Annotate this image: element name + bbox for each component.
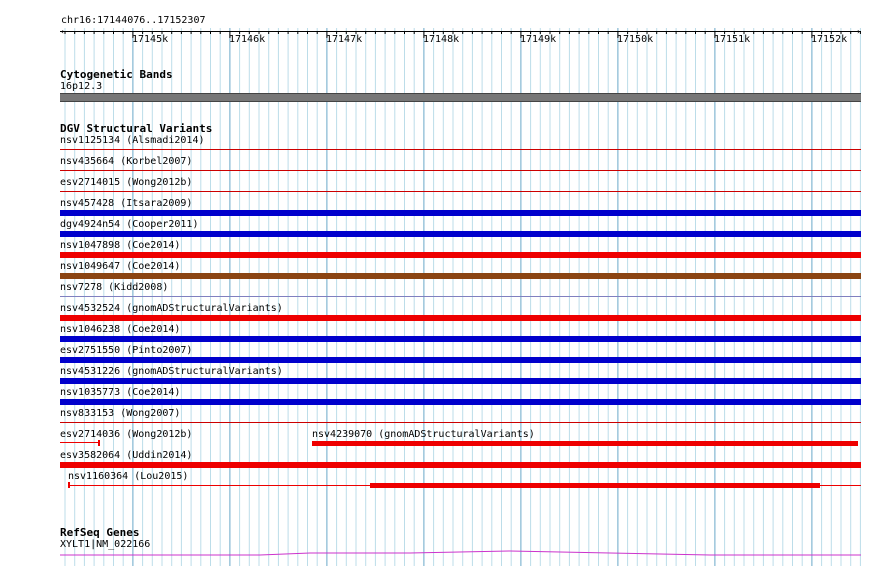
variant-bar[interactable] (60, 149, 861, 150)
variant-label[interactable]: nsv7278 (Kidd2008) (60, 282, 169, 293)
ruler-right-arrow-icon: › (856, 27, 861, 36)
variant-bar[interactable] (60, 252, 861, 258)
variant-label[interactable]: esv3582064 (Uddin2014) (60, 450, 193, 461)
variant-label[interactable]: nsv4531226 (gnomADStructuralVariants) (60, 366, 283, 377)
variant-bar[interactable] (60, 315, 861, 321)
ruler-left-arrow-icon: ‹ (60, 27, 65, 36)
variant-bar[interactable] (60, 442, 100, 443)
variant-bar[interactable] (60, 296, 861, 297)
variant-label[interactable]: esv2751550 (Pinto2007) (60, 345, 193, 356)
ruler-tick-label: 17152k (811, 34, 848, 45)
variant-label[interactable]: nsv833153 (Wong2007) (60, 408, 181, 419)
variant-bar-block[interactable] (370, 483, 820, 488)
variant-bar[interactable] (60, 170, 861, 171)
ruler-tick-label: 17150k (617, 34, 654, 45)
gene-label[interactable]: XYLT1|NM_022166 (60, 539, 151, 550)
variant-bar-start (68, 482, 70, 488)
cytoband-label[interactable]: 16p12.3 (60, 81, 103, 92)
ruler-tick-label: 17147k (326, 34, 363, 45)
variant-label[interactable]: esv2714015 (Wong2012b) (60, 177, 193, 188)
ruler-tick-label: 17145k (132, 34, 169, 45)
dgv-track-title: DGV Structural Variants (60, 122, 213, 135)
variant-bar[interactable] (60, 273, 861, 279)
variant-label[interactable]: esv2714036 (Wong2012b) (60, 429, 193, 440)
ruler-tick-label: 17149k (520, 34, 557, 45)
variant-bar[interactable] (60, 357, 861, 363)
variant-bar[interactable] (60, 422, 861, 423)
cytoband-track-title: Cytogenetic Bands (60, 68, 173, 81)
variant-bar[interactable] (60, 399, 861, 405)
variant-bar[interactable] (312, 441, 858, 446)
variant-label[interactable]: nsv1046238 (Coe2014) (60, 324, 181, 335)
variant-bar[interactable] (60, 336, 861, 342)
variant-label[interactable]: nsv1160364 (Lou2015) (68, 471, 189, 482)
cytoband-bar[interactable] (60, 93, 861, 102)
location-label: chr16:17144076..17152307 (61, 15, 206, 26)
variant-label[interactable]: nsv1035773 (Coe2014) (60, 387, 181, 398)
variant-bar-end (98, 440, 100, 446)
variant-label[interactable]: nsv4532524 (gnomADStructuralVariants) (60, 303, 283, 314)
ruler-tick-label: 17151k (714, 34, 751, 45)
variant-label[interactable]: nsv435664 (Korbel2007) (60, 156, 193, 167)
variant-bar[interactable] (60, 231, 861, 237)
variant-label[interactable]: nsv1047898 (Coe2014) (60, 240, 181, 251)
variant-label[interactable]: nsv4239070 (gnomADStructuralVariants) (312, 429, 535, 440)
variant-label[interactable]: dgv4924n54 (Cooper2011) (60, 219, 199, 230)
refseq-track-title: RefSeq Genes (60, 526, 140, 539)
variant-label[interactable]: nsv1125134 (Alsmadi2014) (60, 135, 205, 146)
ruler-tick-label: 17148k (423, 34, 460, 45)
variant-bar[interactable] (60, 378, 861, 384)
variant-bar[interactable] (60, 462, 861, 468)
variant-bar[interactable] (60, 191, 861, 192)
gene-intron-line[interactable] (60, 548, 861, 558)
variant-label[interactable]: nsv1049647 (Coe2014) (60, 261, 181, 272)
ruler-tick-label: 17146k (229, 34, 266, 45)
variant-label[interactable]: nsv457428 (Itsara2009) (60, 198, 193, 209)
variant-bar[interactable] (60, 210, 861, 216)
